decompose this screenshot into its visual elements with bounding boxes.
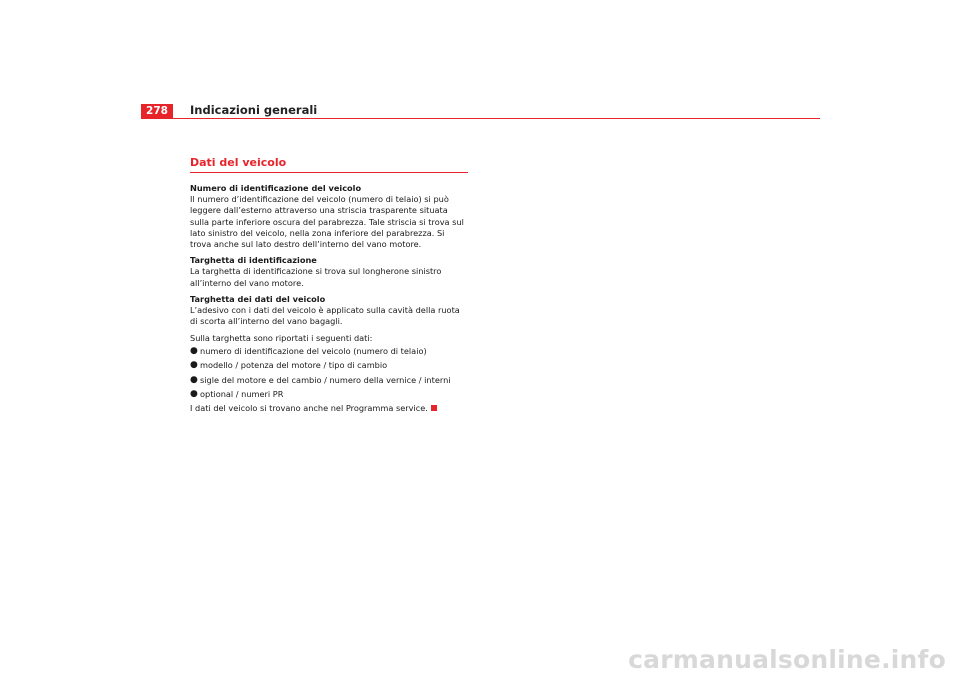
data-sticker-heading: Targhetta dei dati del veicolo [190,294,326,305]
vin-text: Il numero d’identificazione del veicolo (numero di telaio) si può leggere dall’esterno attraverso una striscia trasparente situata sulla parte inferiore oscura del parabrezza. Tale striscia si trova sul lato sinistro del veicolo, nella zona inferiore del parabrezza. Si trova anche sul lato destro dell’interno del vano motore. [190,194,464,250]
list-item: ● modello / potenza del motore / tipo di cambio [190,360,388,371]
bullet-icon: ● [190,374,198,385]
plate-text: La targhetta di identificazione si trova sul longherone sinistro all’interno del vano motore. [190,266,442,288]
list-item: ● sigle del motore e del cambio / numero della vernice / interni [190,374,451,385]
list-item: ● optional / numeri PR [190,388,284,399]
page-header-title: Indicazioni generali [190,103,318,117]
plate-heading: Targhetta di identificazione [190,255,317,266]
list-item: ● numero di identificazione del veicolo (numero di telaio) [190,345,427,356]
section-title: Dati del veicolo [190,156,468,173]
section-vehicle-data [190,156,468,414]
bullet-icon: ● [190,345,198,356]
vin-heading: Numero di identificazione del veicolo [190,183,362,193]
closing-text: I dati del veicolo si trovano anche nel Programma service. [190,403,468,414]
bullet-icon: ● [190,360,198,371]
bullet-icon: ● [190,388,198,399]
data-sticker-text: L’adesivo con i dati del veicolo è applicato sulla cavità della ruota di scorta all’interno del vano bagagli. [190,305,460,327]
header-divider [173,118,820,119]
list-intro: Sulla targhetta sono riportati i seguenti dati: [190,332,373,343]
end-of-section-icon [431,405,437,411]
watermark: carmanualsonline.info [628,645,946,674]
page-number: 278 [141,104,173,119]
data-list [190,346,468,400]
